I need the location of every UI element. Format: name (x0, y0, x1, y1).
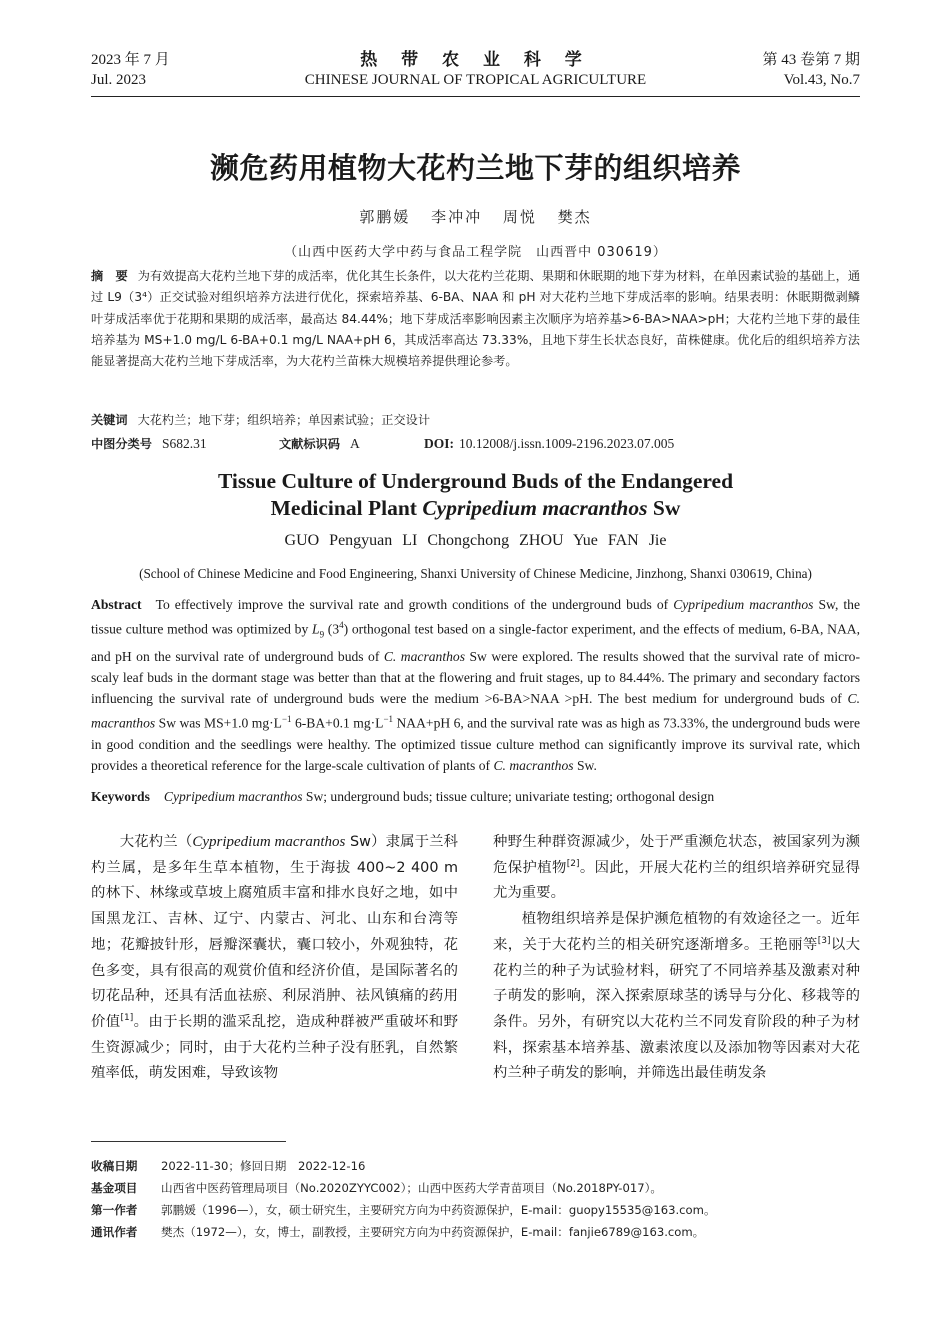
unit-superscript: −1 (383, 714, 394, 725)
keywords-en-label: Keywords (91, 789, 150, 804)
keywords-en (91, 789, 860, 805)
abstract-cn-label: 摘 要 (91, 269, 128, 283)
header-journal (91, 50, 860, 90)
doi-label: DOI: (424, 436, 454, 451)
keywords-cn (91, 410, 860, 431)
footnote-funding (91, 1177, 860, 1199)
abstract-cn (91, 266, 860, 372)
species-name-short: C. macranthos (493, 758, 574, 774)
abstract-en-text: To effectively improve the survival rate and growth conditions of the underground buds of (155, 597, 674, 612)
abstract-en-text: 6-BA+0.1 mg·L (291, 715, 384, 731)
footnote-rule (91, 1141, 286, 1142)
body-text: 。因此，开展大花杓兰的组织培养研究显得尤为重要。 (493, 859, 860, 902)
body-column-right (493, 830, 860, 1087)
footnotes (91, 1155, 860, 1243)
body-text: 以大花杓兰的种子为试验材料，研究了不同培养基及激素对种子萌发的影响，深入探索原球茎的诱导与分化、移栽等的条件。另外，有研究以大花杓兰不同发育阶段的种子为材料，探索基本培养基、激素浓度以及添加物等因素对大花杓兰种子萌发的影响，并筛选出最佳萌发条 (493, 936, 860, 1082)
body-text: Sw）隶属于兰科杓兰属，是多年生草本植物，生于海拔 400~2 400 m 的林下、林缘或草坡上腐殖质丰富和排水良好之地，如中国黑龙江、吉林、辽宁、内蒙古、河北、山东和台湾等地；花瓣披针形，唇瓣深囊状，囊口较小，外观独特，花色多变，具有很高的观赏价值和经济价值，是国际著名的切花品种，还具有活血祛瘀、利尿消肿、祛风镇痛的药用价值 (91, 834, 458, 1030)
keywords-en-text: Sw; underground buds; tissue culture; univariate testing; orthogonal design (302, 789, 715, 804)
body-paragraph (493, 907, 860, 1087)
body-paragraph (91, 830, 458, 1087)
species-name: Cypripedium macranthos (673, 597, 814, 612)
abstract-en-text: Sw was MS+1.0 mg·L (155, 715, 282, 731)
authors-cn: 郭鹏媛 李冲冲 周悦 樊杰 (359, 208, 592, 226)
citation-ref[interactable]: [1] (120, 1013, 134, 1024)
footnote-corresponding-author (91, 1221, 860, 1243)
keywords-cn-text: 大花杓兰；地下芽；组织培养；单因素试验；正交设计 (137, 413, 431, 427)
body-text: 。由于长期的滥采乱挖，造成种群被严重破坏和野生资源减少；同时，由于大花杓兰种子没有胚乳，自然繁殖率低，萌发困难，导致该物 (91, 1013, 458, 1082)
header-date-cn: 2023 年 7 月 (91, 52, 170, 68)
header-rule (91, 96, 860, 97)
footnote-label: 收稿日期 (91, 1159, 138, 1173)
header-issue-en: Vol.43, No.7 (783, 72, 860, 88)
footnote-first-author (91, 1199, 860, 1221)
species-name-short: C. macranthos (91, 691, 860, 731)
footnote-received (91, 1155, 860, 1177)
unit-superscript: −1 (281, 714, 292, 725)
footnote-label: 第一作者 (91, 1203, 138, 1217)
footnote-text: 郭鹏媛（1996—），女，硕士研究生，主要研究方向为中药资源保护，E-mail：guopy15535@163.com。 (161, 1203, 716, 1217)
footnote-text: 樊杰（1972—），女，博士，副教授，主要研究方向为中药资源保护，E-mail：fanjie6789@163.com。 (161, 1225, 705, 1239)
clc-value: S682.31 (161, 436, 207, 451)
footnote-label: 通讯作者 (91, 1225, 138, 1239)
footnote-text: 山西省中医药管理局项目（No.2020ZYYC002）；山西中医药大学青苗项目（No.2018PY-017）。 (161, 1181, 662, 1195)
title-en-prefix: Medicinal Plant (270, 496, 423, 520)
keywords-en-species: Cypripedium macranthos (163, 789, 303, 804)
species-name-short: C. macranthos (383, 648, 465, 664)
l9-superscript: 4 (339, 620, 344, 631)
title-cn: 濒危药用植物大花杓兰地下芽的组织培养 (209, 151, 741, 185)
affiliation-en: (School of Chinese Medicine and Food Engineering, Shanxi University of Chinese Medicine, Jinzhong, Shanxi 030619, China) (139, 566, 812, 581)
abstract-en-text: Sw were explored. The results showed that the survival rate of micro-scaly leaf buds in the dormant stage was better than that at the flowering and fruit stages, up to 84.44%. The primary and secondary factors influencing the survival rate of underground buds were the medium >6-BA>NAA >pH. The best medium for underground buds of (91, 648, 861, 707)
abstract-en-text: Sw. (573, 758, 597, 774)
title-en-line2 (91, 495, 860, 522)
abstract-en-text: ) orthogonal test based on a single-factor experiment, and the effects of medium, 6-BA, NAA, and pH on the survival rate of underground buds of (91, 621, 860, 664)
abstract-en (91, 594, 860, 776)
citation-ref[interactable]: [2] (566, 858, 580, 869)
abstract-en-label: Abstract (91, 597, 142, 612)
doc-code-label: 文献标识码 (279, 437, 340, 451)
header-issue (762, 50, 860, 90)
title-en-suffix: Sw (647, 496, 681, 520)
journal-name-cn: 热 带 农 业 科 学 (360, 50, 591, 70)
title-en-species: Cypripedium macranthos (422, 496, 648, 520)
title-en-line1: Tissue Culture of Underground Buds of the Endangered (217, 469, 734, 493)
body-species-name: Cypripedium macranthos (192, 834, 346, 850)
footnote-label: 基金项目 (91, 1181, 138, 1195)
body-column-left (91, 830, 458, 1087)
header-issue-cn: 第 43 卷第 7 期 (762, 52, 860, 68)
body-text: 大花杓兰（ (119, 834, 193, 850)
doc-code-value: A (349, 436, 360, 451)
body-text: 种野生种群资源减少，处于严重濒危状态，被国家列为濒危保护植物 (493, 834, 860, 876)
journal-name-en: CHINESE JOURNAL OF TROPICAL AGRICULTURE (304, 72, 647, 88)
l9-subscript: 9 (319, 629, 325, 640)
footnote-text: 2022-11-30；修回日期 2022-12-16 (161, 1159, 366, 1173)
classification-line (91, 433, 860, 455)
abstract-cn-text: 为有效提高大花杓兰地下芽的成活率，优化其生长条件，以大花杓兰花期、果期和休眠期的地下芽为材料，在单因素试验的基础上，通过 L9（3⁴）正交试验对组织培养方法进行优化，探索培养基、6-BA、NAA 和 pH 对大花杓兰地下芽成活率的影响。结果表明：休眠期微剥鳞叶芽成活率优于花期和果期的成活率，最高达 84.44%；地下芽成活率影响因素主次顺序为培养基>6-BA>NAA>pH；大花杓兰地下芽的最佳培养基为 MS+1.0 mg/L 6-BA+0.1 mg/L NAA+pH 6，其成活率高达 73.33%，且地下芽生长状态良好，苗株健康。优化后的组织培养方法能显著提高大花杓兰地下芽成活率，为大花杓兰苗株大规模培养提供理论参考。 (91, 269, 861, 369)
body-text: 植物组织培养是保护濒危植物的有效途径之一。近年来，关于大花杓兰的相关研究逐渐增多。王艳丽等 (493, 911, 860, 953)
l9-rest: (3 (324, 621, 340, 637)
keywords-cn-label: 关键词 (91, 413, 128, 427)
abstract-en-text: Sw, the tissue culture method was optimized by (91, 597, 860, 637)
citation-ref[interactable]: [3] (817, 936, 831, 947)
title-en (91, 468, 860, 522)
authors-en: GUO Pengyuan LI Chongchong ZHOU Yue FAN Jie (284, 532, 667, 549)
body-paragraph (493, 830, 860, 907)
clc-label: 中图分类号 (91, 437, 152, 451)
l9-symbol: L (312, 621, 320, 637)
doi-value[interactable]: 10.12008/j.issn.1009-2196.2023.07.005 (459, 436, 675, 451)
running-header (91, 50, 860, 96)
affiliation-cn: （山西中医药大学中药与食品工程学院 山西晋中 030619） (284, 245, 667, 260)
header-date-en: Jul. 2023 (91, 72, 147, 88)
abstract-en-text: NAA+pH 6, and the survival rate was as high as 73.33%, the underground buds were in good condition and the seedlings were healthy. The optimized tissue culture method can significantly improve its survival rate, which provides a theoretical reference for the large-scale cultivation of plants of (91, 715, 860, 774)
